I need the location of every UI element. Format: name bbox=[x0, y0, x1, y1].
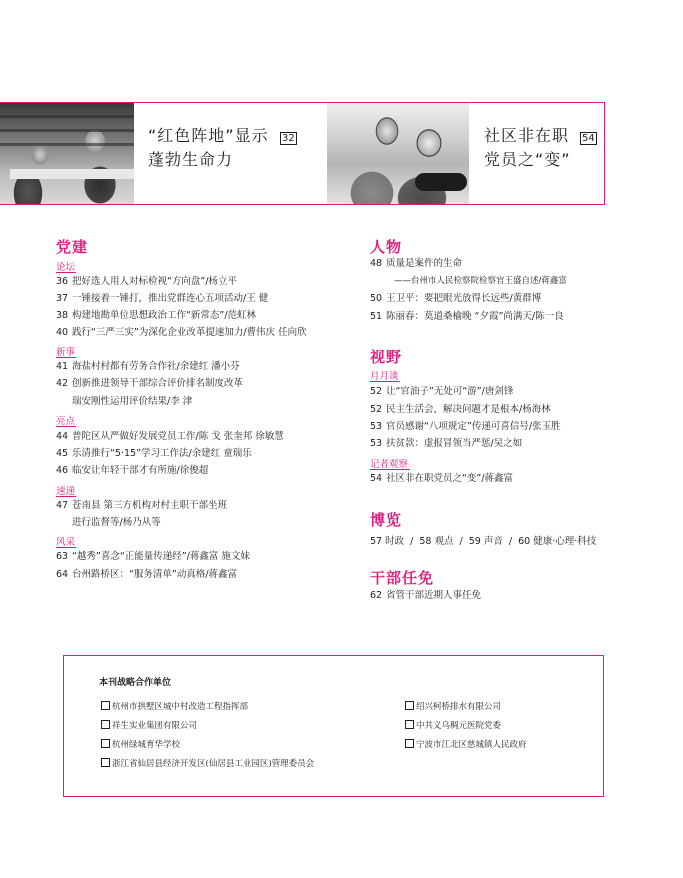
partners-title: 本刊战略合作单位 bbox=[99, 678, 172, 688]
toc-entry[interactable] bbox=[370, 438, 522, 450]
toc-text: ——台州市人民检察院检察官王盛自述/蒋鑫富 bbox=[394, 276, 567, 286]
feature-photo-reading-room bbox=[0, 103, 134, 204]
subsection-underline bbox=[56, 272, 76, 273]
toc-page: 50 bbox=[370, 293, 383, 304]
toc-entry[interactable] bbox=[56, 293, 268, 305]
feature-right-title-line1[interactable]: 社区非在职 bbox=[484, 126, 570, 145]
toc-text: 扶贫款：虚报冒领当严惩/吴之如 bbox=[386, 438, 523, 449]
checkbox-icon bbox=[101, 739, 110, 748]
toc-text: 让“官油子”无处可“游”/唐剑锋 bbox=[386, 386, 514, 397]
toc-text: 质量是案件的生命 bbox=[386, 258, 463, 269]
checkbox-icon bbox=[101, 720, 110, 729]
toc-entry[interactable] bbox=[56, 551, 250, 563]
toc-entry[interactable] bbox=[370, 404, 551, 416]
subsection-underline bbox=[370, 469, 410, 470]
partner-item: 杭州市拱墅区城中村改造工程指挥部 bbox=[101, 700, 248, 712]
subsection-underline bbox=[56, 547, 76, 548]
subsection-label: 论坛 bbox=[56, 262, 76, 273]
toc-text: 台州路桥区：“服务清单”动真格/蒋鑫富 bbox=[72, 569, 238, 580]
subsection-label: 速递 bbox=[56, 486, 76, 497]
toc-page: 46 bbox=[56, 465, 69, 476]
subsection-underline bbox=[56, 496, 76, 497]
toc-page: 53 bbox=[370, 438, 383, 449]
toc-entry[interactable] bbox=[370, 258, 462, 270]
bolan-item-jiankang[interactable]: 60 健康·心理·科技 bbox=[518, 536, 597, 547]
bolan-separator: / bbox=[410, 536, 414, 547]
toc-entry[interactable] bbox=[56, 361, 240, 373]
toc-page: 38 bbox=[56, 310, 69, 321]
feature-right-page-number[interactable]: 54 bbox=[582, 133, 595, 144]
toc-page: 52 bbox=[370, 404, 383, 415]
toc-entry[interactable] bbox=[56, 378, 243, 390]
checkbox-icon bbox=[405, 739, 414, 748]
section-title-bolan: 博览 bbox=[370, 511, 403, 529]
subsection-label: 亮点 bbox=[56, 416, 76, 427]
toc-text: 官员感谢“八项规定”传递可喜信号/张玉胜 bbox=[386, 421, 561, 432]
toc-page: 40 bbox=[56, 327, 69, 338]
toc-text: 王卫平：要把眼光放得长远些/黄群博 bbox=[386, 293, 542, 304]
toc-entry[interactable] bbox=[370, 421, 561, 433]
toc-text: 陈丽春：莫道桑榆晚 “夕霞”尚满天/陈一良 bbox=[386, 311, 564, 322]
toc-text: 普陀区从严做好发展党员工作/陈 戈 张奎邦 徐敏慧 bbox=[72, 431, 284, 442]
toc-text: 省管干部近期人事任免 bbox=[386, 590, 482, 601]
toc-text: 临安让年轻干部才有所施/徐俊超 bbox=[72, 465, 209, 476]
checkbox-icon bbox=[405, 701, 414, 710]
toc-text: 构建地勘单位思想政治工作“新常态”/范虹林 bbox=[72, 310, 257, 321]
toc-entry[interactable] bbox=[56, 448, 252, 460]
toc-entry[interactable] bbox=[56, 310, 256, 322]
toc-entry[interactable] bbox=[370, 386, 513, 398]
bolan-item-shizheng[interactable]: 57 时政 bbox=[370, 536, 405, 547]
section-title-dangjian: 党建 bbox=[56, 238, 89, 256]
toc-text: 践行“三严三实”为深化企业改革提速加力/曹伟庆 任向欣 bbox=[72, 327, 307, 338]
toc-page: 37 bbox=[56, 293, 69, 304]
toc-page: 45 bbox=[56, 448, 69, 459]
section-title-shiye: 视野 bbox=[370, 348, 403, 366]
subsection-underline bbox=[56, 426, 76, 427]
feature-right-title-line2[interactable]: 党员之“变” bbox=[484, 150, 571, 169]
bolan-row bbox=[370, 533, 596, 547]
subsection-underline bbox=[370, 381, 400, 382]
toc-entry[interactable] bbox=[370, 311, 564, 323]
toc-entry[interactable] bbox=[56, 465, 208, 477]
toc-page: 42 bbox=[56, 378, 69, 389]
toc-entry[interactable] bbox=[56, 569, 237, 581]
partners-box bbox=[63, 655, 604, 797]
toc-entry-continued[interactable] bbox=[56, 396, 192, 408]
checkbox-icon bbox=[101, 701, 110, 710]
checkbox-icon bbox=[101, 758, 110, 767]
section-title-renwu: 人物 bbox=[370, 238, 403, 256]
toc-page: 41 bbox=[56, 361, 69, 372]
bolan-separator: / bbox=[508, 536, 513, 547]
toc-text: 苍南县 第三方机构对村主职干部坐班 bbox=[72, 500, 228, 511]
feature-left-title-line2[interactable]: 蓬勃生命力 bbox=[148, 150, 234, 169]
toc-text: 社区非在职党员之“变”/蒋鑫富 bbox=[386, 473, 514, 484]
subsection-label: 记者观察 bbox=[370, 459, 409, 470]
partner-item: 中共义乌稠元医院党委 bbox=[405, 719, 501, 731]
toc-text: 创新推进领导干部综合评价排名制度改革 bbox=[72, 378, 244, 389]
partner-item: 浙江省仙居县经济开发区(仙居县工业园区)管理委员会 bbox=[101, 757, 314, 769]
partner-item: 杭州绿城育华学校 bbox=[101, 738, 180, 750]
toc-entry[interactable] bbox=[56, 500, 227, 512]
toc-text: 一锤接着一锤打，推出党群连心五项活动/王 健 bbox=[72, 293, 269, 304]
feature-banner bbox=[0, 102, 605, 205]
toc-page: 51 bbox=[370, 311, 383, 322]
toc-entry-continued[interactable] bbox=[56, 517, 161, 529]
bolan-separator: / bbox=[459, 536, 463, 547]
toc-page: 36 bbox=[56, 276, 69, 287]
bolan-item-shengyin[interactable]: 59 声音 bbox=[468, 536, 503, 547]
toc-text: “越秀”喜念“正能量传递经”/蒋鑫富 施文妹 bbox=[72, 551, 250, 562]
toc-page: 47 bbox=[56, 500, 69, 511]
toc-entry-continued[interactable] bbox=[394, 275, 567, 287]
toc-page: 53 bbox=[370, 421, 383, 432]
subsection-label: 风采 bbox=[56, 537, 76, 548]
subsection-label: 新事 bbox=[56, 347, 76, 358]
section-title-ganbu: 干部任免 bbox=[370, 569, 435, 587]
toc-entry[interactable] bbox=[56, 327, 307, 339]
toc-text: 把好选人用人对标检视“方向盘”/杨立平 bbox=[72, 276, 238, 287]
toc-text: 进行监督等/杨乃从等 bbox=[72, 517, 161, 528]
toc-text: 瑞安刚性运用评价结果/李 津 bbox=[72, 396, 193, 407]
toc-entry[interactable] bbox=[56, 431, 284, 443]
toc-page: 44 bbox=[56, 431, 69, 442]
toc-entry[interactable] bbox=[56, 276, 237, 288]
partner-item: 宁波市江北区慈城镇人民政府 bbox=[405, 738, 527, 750]
subsection-label: 月月谈 bbox=[370, 371, 399, 382]
toc-page: 63 bbox=[56, 551, 69, 562]
feature-left-title-line1[interactable]: “红色阵地”显示 bbox=[148, 126, 269, 145]
toc-page: 54 bbox=[370, 473, 383, 484]
toc-text: 乐清推行“5·15”学习工作法/余建红 童瑞乐 bbox=[72, 448, 252, 459]
toc-entry[interactable] bbox=[370, 293, 541, 305]
feature-left-page-number[interactable]: 32 bbox=[282, 133, 295, 144]
toc-entry[interactable] bbox=[370, 473, 513, 485]
toc-entry[interactable] bbox=[370, 590, 481, 602]
toc-page: 52 bbox=[370, 386, 383, 397]
bolan-item-guandian[interactable]: 58 观点 bbox=[419, 536, 454, 547]
feature-photo-volunteer-child bbox=[327, 103, 469, 204]
checkbox-icon bbox=[405, 720, 414, 729]
toc-page: 48 bbox=[370, 258, 383, 269]
subsection-underline bbox=[56, 357, 76, 358]
toc-page: 62 bbox=[370, 590, 383, 601]
partner-item: 祥生实业集团有限公司 bbox=[101, 719, 197, 731]
toc-text: 海盐村村都有劳务合作社/余建红 潘小芬 bbox=[72, 361, 240, 372]
toc-page: 64 bbox=[56, 569, 69, 580]
toc-text: 民主生活会，解决问题才是根本/杨海林 bbox=[386, 404, 551, 415]
partner-item: 绍兴柯桥排水有限公司 bbox=[405, 700, 501, 712]
